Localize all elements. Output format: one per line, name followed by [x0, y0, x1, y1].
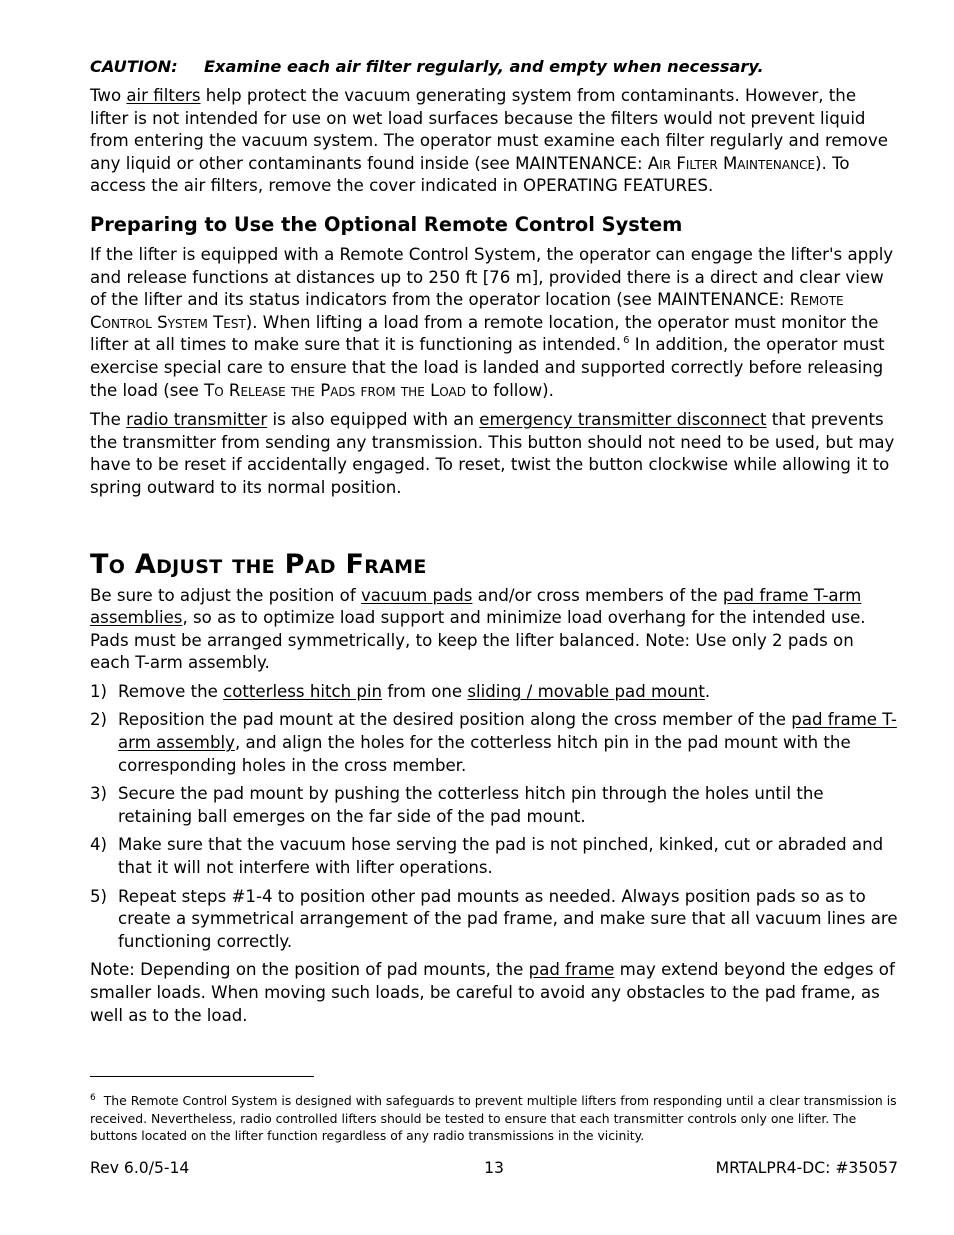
radio-transmitter-link[interactable]: radio transmitter	[126, 410, 268, 430]
sliding-pad-mount-link[interactable]: sliding / movable pad mount	[467, 681, 705, 701]
emergency-disconnect-link[interactable]: emergency transmitter disconnect	[479, 410, 767, 430]
pad-frame-t-arm-link[interactable]: pad frame T-arm assemblies	[90, 585, 862, 628]
step-number: 3)	[90, 784, 108, 804]
footnote-mark: 6	[90, 1093, 96, 1103]
footnote	[90, 1090, 898, 1145]
list-item: 1) Remove the cotterless hitch pin from one sliding / movable pad mount.	[90, 681, 898, 704]
footnote-divider	[90, 1076, 314, 1077]
page-footer	[90, 1157, 898, 1179]
adjust-steps-list	[90, 681, 898, 954]
pad-frame-link[interactable]: pad frame	[528, 960, 615, 980]
remote-test-ref: Remote Control System Test	[90, 290, 844, 332]
adjust-intro-paragraph: Be sure to adjust the position of vacuum pads and/or cross members of the pad frame T-arm assemblies, so as to optimize load support and minimize load overhang for the intended use. Pads must be arranged symmetrically, to keep the lifter balanced. Note: Use only 2 pads on each T-arm assembly.	[90, 585, 866, 673]
step-number: 5)	[90, 886, 108, 906]
document-id: MRTALPR4-DC: #35057	[715, 1159, 898, 1177]
list-item: 4) Make sure that the vacuum hose serving the pad is not pinched, kinked, cut or abraded and that it will not interfere with lifter operations.	[90, 835, 884, 878]
cotterless-hitch-pin-link[interactable]: cotterless hitch pin	[223, 681, 383, 701]
release-pads-ref: To Release the Pads from the Load	[204, 380, 466, 400]
adjust-pad-frame-heading: To Adjust the Pad Frame	[90, 548, 427, 580]
list-item: 5) Repeat steps #1-4 to position other pad mounts as needed. Always position pads so as to create a symmetrical arrangement of the pad frame, and make sure that all vacuum lines are functioning correctly.	[90, 886, 898, 951]
page-number: 13	[484, 1159, 504, 1177]
remote-control-heading: Preparing to Use the Optional Remote Control System	[90, 212, 683, 236]
caution-text: Examine each air filter regularly, and empty when necessary.	[204, 57, 764, 76]
pad-frame-note: Note: Depending on the position of pad mounts, the pad frame may extend beyond the edges of smaller loads. When moving such loads, be careful to avoid any obstacles to the pad frame, as well as to the load.	[90, 960, 895, 1025]
step-number: 1)	[90, 681, 108, 701]
list-item: 3) Secure the pad mount by pushing the cotterless hitch pin through the holes until the retaining ball emerges on the far side of the pad mount.	[90, 784, 824, 826]
caution-label: CAUTION:	[90, 57, 178, 76]
air-filters-paragraph: Two air filters help protect the vacuum generating system from contaminants. However, the lifter is not intended for use on wet load surfaces because the filters would not prevent liquid from entering the vacuum system. The operator must examine each filter regularly and remove any liquid or other contaminants found inside (see MAINTENANCE: Air Filter Maintenance). To access the air filters, remove the cover indicated in OPERATING FEATURES.	[90, 86, 888, 196]
remote-control-paragraph: If the lifter is equipped with a Remote Control System, the operator can engage the lifter's apply and release functions at distances up to 250 ft [76 m], provided there is a direct and clear view of the lifter and its status indicators from the operator location (see MAINTENANCE: Remote Control System Test). When lifting a load from a remote location, the operator must monitor the lifter at all times to make sure that it is functioning as intended. $^6$ In addition, the operator must exercise special care to ensure that the load is landed and supported correctly before releasing the load (see To Release the Pads from the Load to follow).	[90, 244, 894, 400]
air-filters-link[interactable]: air filters	[126, 86, 201, 105]
footnote-reference[interactable]: 6	[623, 335, 630, 347]
vacuum-pads-link[interactable]: vacuum pads	[360, 585, 473, 605]
step-number: 4)	[90, 835, 108, 855]
radio-transmitter-paragraph: The radio transmitter is also equipped with an emergency transmitter disconnect that prevents the transmitter from sending any transmission. This button should not need to be used, but may have to be reset if accidentally engaged. To reset, twist the button clockwise while allowing it to spring outward to its normal position.	[90, 410, 895, 497]
revision-label: Rev 6.0/5-14	[90, 1159, 190, 1177]
caution-notice	[90, 56, 898, 78]
pad-frame-t-arm-assembly-link[interactable]: pad frame T-arm assembly	[118, 710, 897, 753]
air-filter-maintenance-ref: Air Filter Maintenance	[647, 153, 816, 173]
page-body	[90, 56, 898, 1027]
footnote-text: The Remote Control System is designed with safeguards to prevent multiple lifters from responding until a clear transmission is received. Nevertheless, radio controlled lifters should be tested to ensure that each transmitter controls only one lifter. The buttons located on the lifter function regardless of any radio transmissions in the vicinity.	[90, 1093, 897, 1144]
step-number: 2)	[90, 710, 108, 730]
list-item: 2) Reposition the pad mount at the desired position along the cross member of the pad frame T-arm assembly, and align the holes for the cotterless hitch pin in the pad mount with the corresponding holes in the cross member.	[90, 710, 897, 775]
